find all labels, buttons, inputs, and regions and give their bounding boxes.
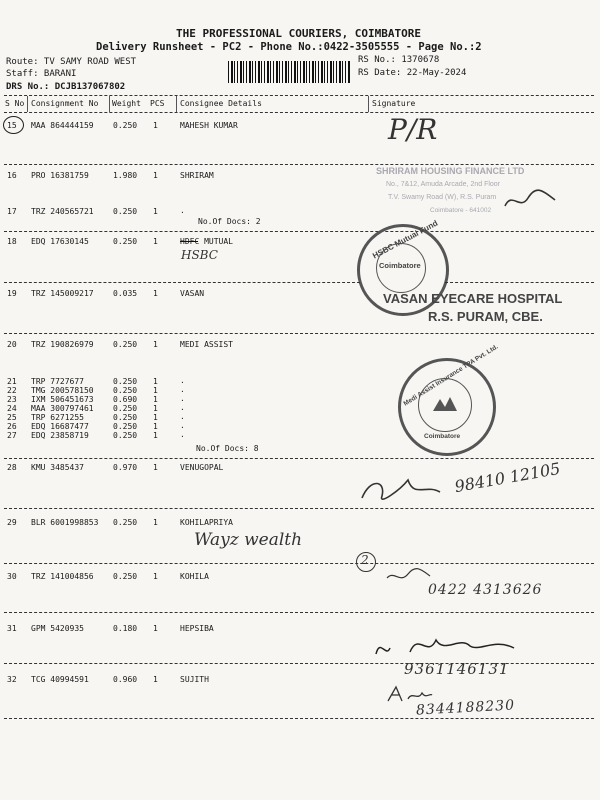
row-rule [4, 508, 594, 509]
header-top-rule [4, 95, 594, 96]
row-rule [4, 718, 594, 719]
row-19-sno: 19 [7, 289, 17, 298]
row-rule [4, 164, 594, 165]
row-24-wt: 0.250 [113, 404, 138, 413]
row-16-pcs: 1 [153, 171, 158, 180]
hsbc-stamp-ring: HSBC Mutual Fund [371, 218, 440, 261]
row-25-pcs: 1 [153, 413, 158, 422]
col-weight: Weight [112, 99, 141, 108]
row-16-cons: PRO 16381759 [31, 171, 89, 180]
row-17-docs: No.Of Docs: 2 [198, 217, 261, 226]
row-24-pcs: 1 [153, 404, 158, 413]
header-bottom-rule [4, 112, 594, 113]
row-25-sno: 25 [7, 413, 17, 422]
shriram-stamp-line4: Coimbatore - 641002 [430, 207, 492, 214]
row-31-wt: 0.180 [113, 624, 138, 633]
row-25-wt: 0.250 [113, 413, 138, 422]
row-30-pcs: 1 [153, 572, 158, 581]
row-28-name: VENUGOPAL [180, 463, 224, 472]
row-29-sno: 29 [7, 518, 17, 527]
row-31-sno: 31 [7, 624, 17, 633]
row-16-name: SHRIRAM [180, 171, 214, 180]
wayz-wealth-handwritten: Wayz wealth [194, 530, 303, 550]
row-21-sno: 21 [7, 377, 17, 386]
col-divider [109, 96, 110, 112]
row-28-wt: 0.970 [113, 463, 138, 472]
row-17-sno: 17 [7, 207, 17, 216]
pr-signature: P/R [388, 113, 438, 146]
col-pcs: PCS [150, 99, 165, 108]
col-divider [368, 96, 369, 112]
barcode [228, 61, 350, 83]
row-28-cons: KMU 3485437 [31, 463, 84, 472]
row-23-sno: 23 [7, 395, 17, 404]
shriram-stamp-line3: T.V. Swamy Road (W), R.S. Puram [388, 194, 497, 201]
row-24-name: . [180, 403, 185, 412]
row-18-cons: EDQ 17630145 [31, 237, 89, 246]
row-26-name: . [180, 421, 185, 430]
shriram-stamp-line1: SHRIRAM HOUSING FINANCE LTD [376, 166, 525, 176]
row-19-name: VASAN [180, 289, 205, 298]
route-label: Route: TV SAMY ROAD WEST [6, 57, 137, 67]
row-22-cons: TMG 200578150 [31, 386, 94, 395]
row-18-wt: 0.250 [113, 237, 138, 246]
row-32-pcs: 1 [153, 675, 158, 684]
runsheet-subtitle: Delivery Runsheet - PC2 - Phone No.:0422-3505555 - Page No.:2 [96, 41, 482, 53]
row-29-name: KOHILAPRIYA [180, 518, 233, 527]
row-32-cons: TCG 40994591 [31, 675, 89, 684]
hsbc-handwritten: HSBC [181, 248, 218, 262]
row-18-pcs: 1 [153, 237, 158, 246]
col-consignee: Consignee Details [180, 99, 262, 108]
row-21-name: . [180, 376, 185, 385]
row-26-pcs: 1 [153, 422, 158, 431]
row-24-cons: MAA 300797461 [31, 404, 94, 413]
shriram-signature [500, 186, 560, 214]
row-27-name: . [180, 430, 185, 439]
row-15-pcs: 1 [153, 121, 158, 130]
row-20-wt: 0.250 [113, 340, 138, 349]
row-30-cons: TRZ 141004856 [31, 572, 94, 581]
row-rule [4, 231, 594, 232]
row-15-name: MAHESH KUMAR [180, 121, 238, 130]
row-18-name: HDFC MUTUAL [180, 237, 233, 246]
row-21-cons: TRP 7727677 [31, 377, 84, 386]
row-28-sno: 28 [7, 463, 17, 472]
row-23-wt: 0.690 [113, 395, 138, 404]
row-22-pcs: 1 [153, 386, 158, 395]
row-17-name: . [180, 206, 185, 215]
row-31-name: HEPSIBA [180, 624, 214, 633]
hepsiba-phone: 9361146131 [404, 660, 510, 678]
col-consignment: Consignment No [31, 99, 99, 108]
row-17-wt: 0.250 [113, 207, 138, 216]
row-21-pcs: 1 [153, 377, 158, 386]
row-19-wt: 0.035 [113, 289, 138, 298]
row-26-sno: 26 [7, 422, 17, 431]
venugopal-signature [356, 470, 446, 510]
col-sno: S No [5, 99, 25, 108]
row-26-cons: EDQ 16687477 [31, 422, 89, 431]
rs-number: RS No.: 1370678 [358, 55, 440, 65]
shriram-stamp-line2: No., 7&12, Amuda Arcade, 2nd Floor [386, 181, 501, 188]
row-17-cons: TRZ 240565721 [31, 207, 94, 216]
row-19-pcs: 1 [153, 289, 158, 298]
row-29-wt: 0.250 [113, 518, 138, 527]
row-16-sno: 16 [7, 171, 17, 180]
kohila-phone: 0422 4313626 [428, 582, 543, 598]
row-27-sno: 27 [7, 431, 17, 440]
sujith-phone: 8344188230 [415, 697, 516, 719]
row-rule [4, 563, 594, 564]
row-30-sno: 30 [7, 572, 17, 581]
row-27-pcs: 1 [153, 431, 158, 440]
kohila-signature [384, 566, 434, 586]
row-15-circle [3, 116, 24, 134]
row-15-sno: 15 [7, 121, 17, 130]
row-rule [4, 333, 594, 334]
row-29-pcs: 1 [153, 518, 158, 527]
row-30-wt: 0.250 [113, 572, 138, 581]
row-22-name: . [180, 385, 185, 394]
row-24-sno: 24 [7, 404, 17, 413]
row-32-wt: 0.960 [113, 675, 138, 684]
row-rule [4, 282, 360, 283]
rs-date: RS Date: 22-May-2024 [358, 68, 467, 78]
medi-stamp-ring: Medi Assist Insurance TPA Pvt. Ltd. [402, 343, 500, 408]
row-28-pcs: 1 [153, 463, 158, 472]
row-25-cons: TRP 6271255 [31, 413, 84, 422]
row-16-wt: 1.980 [113, 171, 138, 180]
row-23-name: . [180, 394, 185, 403]
drs-number: DRS No.: DCJB137067802 [6, 82, 126, 92]
row-30-name: KOHILA [180, 572, 209, 581]
row-rule [4, 612, 594, 613]
row-20-name: MEDI ASSIST [180, 340, 233, 349]
row-29-cons: BLR 6001998853 [31, 518, 99, 527]
row-15-cons: MAA 864444159 [31, 121, 94, 130]
row-rule [445, 282, 594, 283]
col-signature: Signature [372, 99, 416, 108]
row-27-docs: No.Of Docs: 8 [196, 444, 259, 453]
row-25-name: . [180, 412, 185, 421]
row-18-sno: 18 [7, 237, 17, 246]
row-23-cons: IXM 506451673 [31, 395, 94, 404]
row-32-name: SUJITH [180, 675, 209, 684]
row-rule [4, 663, 594, 664]
row-20-cons: TRZ 190826979 [31, 340, 94, 349]
row-22-wt: 0.250 [113, 386, 138, 395]
row-31-cons: GPM 5420935 [31, 624, 84, 633]
row-32-sno: 32 [7, 675, 17, 684]
medi-logo-icon [430, 393, 460, 415]
hdfc-strikethrough [180, 241, 198, 242]
hepsiba-signature [370, 628, 520, 664]
company-title: THE PROFESSIONAL COURIERS, COIMBATORE [176, 27, 422, 40]
hsbc-stamp-center: Coimbatore [379, 261, 421, 270]
col-divider [176, 96, 177, 112]
vasan-stamp-line1: VASAN EYECARE HOSPITAL [383, 291, 563, 306]
col-divider [27, 96, 28, 112]
row-26-wt: 0.250 [113, 422, 138, 431]
row-23-pcs: 1 [153, 395, 158, 404]
venu-number: 98410 12105 [453, 458, 562, 497]
row-rule [4, 458, 594, 459]
medi-stamp-center: Coimbatore [424, 433, 461, 440]
row-19-cons: TRZ 145009217 [31, 289, 94, 298]
row-31-pcs: 1 [153, 624, 158, 633]
row-20-sno: 20 [7, 340, 17, 349]
row-27-wt: 0.250 [113, 431, 138, 440]
row-27-cons: EDQ 23858719 [31, 431, 89, 440]
row-22-sno: 22 [7, 386, 17, 395]
vasan-stamp-line2: R.S. PURAM, CBE. [428, 309, 543, 324]
row-17-pcs: 1 [153, 207, 158, 216]
row-15-wt: 0.250 [113, 121, 138, 130]
row-20-pcs: 1 [153, 340, 158, 349]
staff-label: Staff: BARANI [6, 69, 77, 79]
row-21-wt: 0.250 [113, 377, 138, 386]
circled-number-text: 2 [361, 553, 369, 567]
